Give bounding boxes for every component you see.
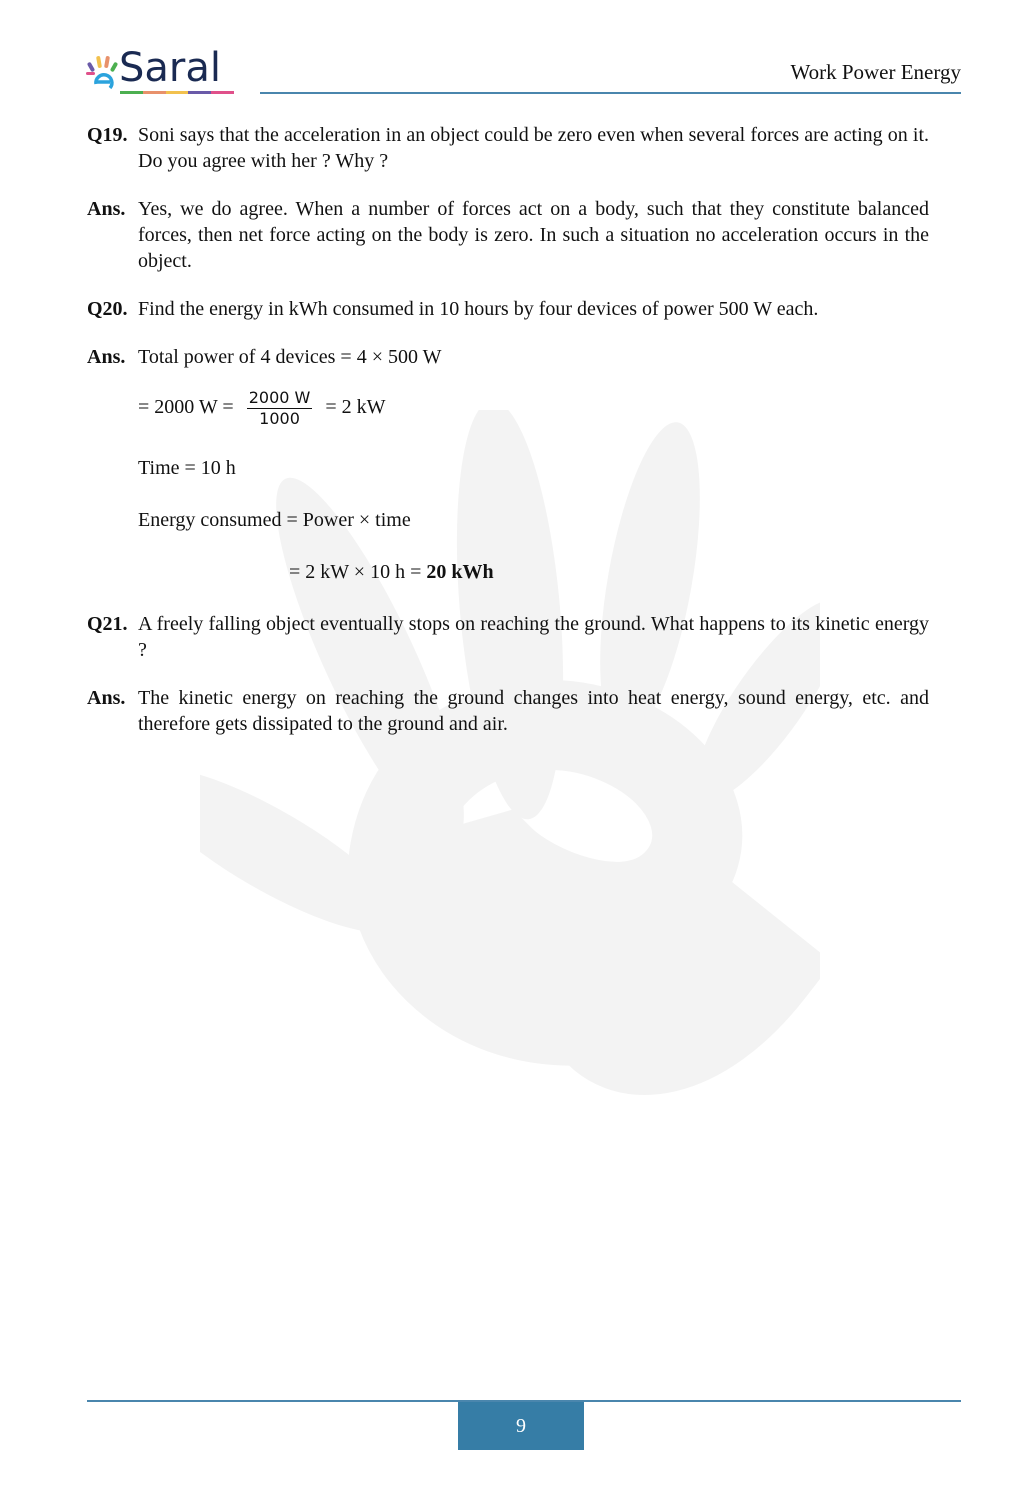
calc-step-1 (138, 388, 929, 429)
calc-step-4 (289, 559, 929, 585)
esaral-logo (86, 45, 238, 96)
question-label: Q20. (87, 298, 128, 320)
question-21 (87, 611, 929, 663)
calc-step-2: Time = 10 h (138, 457, 236, 479)
answer-text: Total power of 4 devices = 4 × 500 W (138, 346, 442, 368)
answer-label: Ans. (87, 198, 126, 220)
question-19 (87, 122, 929, 174)
question-text: A freely falling object eventually stops on reaching the ground. What happens to its kinetic energy ? (138, 613, 929, 661)
answer-19 (87, 196, 929, 274)
logo-text: Saral (119, 45, 221, 91)
hand-logo-icon (86, 54, 122, 94)
answer-text: The kinetic energy on reaching the ground changes into heat energy, sound energy, etc. and therefore gets dissipated to the ground and air. (138, 687, 929, 735)
calc-step-3: Energy consumed = Power × time (138, 509, 411, 531)
header-divider (260, 92, 961, 94)
logo-color-bar (120, 91, 234, 94)
question-text: Find the energy in kWh consumed in 10 hours by four devices of power 500 W each. (138, 298, 819, 320)
question-label: Q21. (87, 613, 128, 635)
answer-21 (87, 685, 929, 737)
calc-text: = 2000 W = (138, 396, 234, 419)
calc-result: 20 kWh (426, 561, 494, 583)
answer-label: Ans. (87, 346, 126, 368)
question-text: Soni says that the acceleration in an object could be zero even when several forces are acting on it. Do you agree with her ? Why ? (138, 124, 929, 172)
question-20 (87, 296, 929, 322)
fraction-denominator: 1000 (259, 409, 300, 428)
answer-label: Ans. (87, 687, 126, 709)
fraction-numerator: 2000 W (248, 388, 311, 407)
calc-text: = 2 kW (325, 396, 386, 419)
answer-20-calculation (138, 388, 929, 585)
question-label: Q19. (87, 124, 128, 146)
answer-text: Yes, we do agree. When a number of forces act on a body, such that they constitute balanced forces, then net force acting on the body is zero. In such a situation no acceleration occurs in the object. (138, 198, 929, 272)
fraction (247, 388, 313, 429)
answer-20 (87, 344, 929, 370)
calc-text: = 2 kW × 10 h = (289, 561, 422, 583)
page-number: 9 (458, 1402, 584, 1450)
page-content (87, 122, 929, 759)
chapter-title: Work Power Energy (790, 60, 961, 84)
